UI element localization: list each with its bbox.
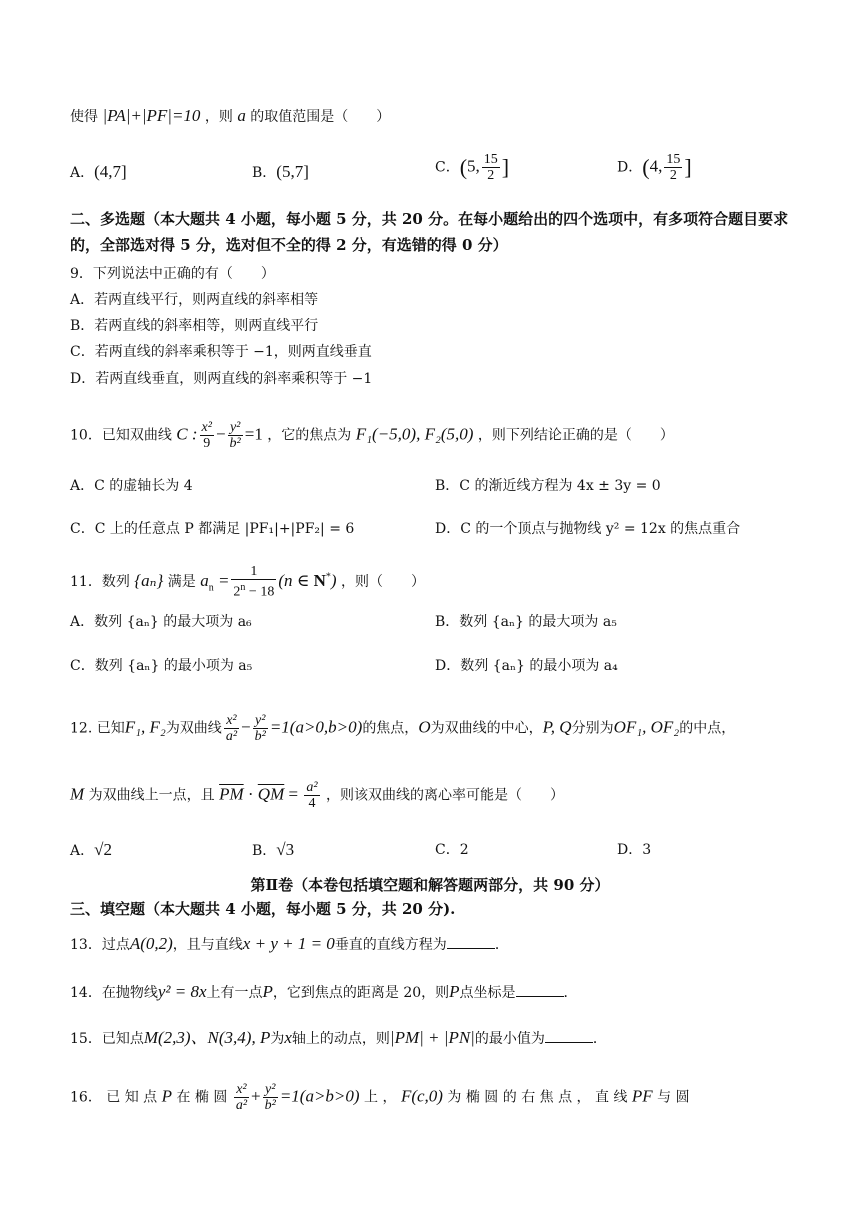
q9-option-a[interactable]: A．若两直线平行，则两直线的斜率相等 bbox=[70, 292, 319, 308]
option-label: A． bbox=[70, 843, 95, 859]
q10-option-c[interactable] bbox=[70, 519, 354, 539]
q8-suffix2: 的取值范围是（ ） bbox=[250, 109, 391, 125]
fraction: $\frac{15}{2}$ bbox=[666, 152, 681, 183]
q10-curve-c: C : bbox=[176, 424, 198, 444]
q16-cond: =1(a>b>0) bbox=[279, 1086, 360, 1106]
eq: = bbox=[284, 784, 303, 804]
option-label: C． bbox=[70, 658, 95, 674]
dot: · bbox=[243, 784, 258, 804]
option-text: 2 bbox=[459, 842, 469, 858]
q12-f: O bbox=[418, 717, 431, 737]
option-label: C． bbox=[435, 159, 460, 176]
q16-e: 上 ， bbox=[364, 1089, 397, 1106]
option-label: C． bbox=[435, 842, 460, 858]
num: 4, bbox=[649, 156, 663, 176]
q12-c: 为双曲线 bbox=[165, 720, 222, 737]
vector-pm: $\overline{PM}$ bbox=[219, 784, 244, 804]
fraction: $\frac{\text{x²}}{\text{a²}}$ bbox=[225, 713, 238, 744]
q16-f: F(c,0) bbox=[400, 1086, 443, 1106]
option-label: D． bbox=[617, 842, 643, 858]
option-text: C 的虚轴长为 4 bbox=[94, 478, 193, 494]
fraction: $\frac{15}{2}$ bbox=[483, 152, 498, 183]
q12-option-b[interactable] bbox=[252, 840, 294, 861]
option-text: C 的一个顶点与抛物线 y² = 12x 的焦点重合 bbox=[460, 521, 741, 537]
q10-option-b[interactable] bbox=[435, 476, 661, 496]
q9-option-d[interactable]: D．若两直线垂直，则两直线的斜率乘积等于 −1 bbox=[70, 371, 373, 387]
q16-g: 为 椭 圆 的 右 焦 点 ， 直 线 bbox=[447, 1089, 628, 1106]
q12-line2-d: ，则该双曲线的离心率可能是（ ） bbox=[326, 787, 564, 804]
q11-domain: (n ∈ N*) bbox=[278, 570, 337, 590]
q12-option-c[interactable] bbox=[435, 840, 469, 860]
option-text: 数列 {aₙ} 的最大项为 a₆ bbox=[94, 614, 252, 630]
q14-e: ，它到焦点的距离是 20，则 bbox=[272, 985, 450, 1001]
q8-stem bbox=[70, 106, 390, 127]
q15-d: x bbox=[284, 1028, 292, 1047]
q14-d: P bbox=[262, 982, 273, 1001]
q16 bbox=[70, 1082, 690, 1113]
q9-option-b[interactable]: B．若两直线的斜率相等，则两直线平行 bbox=[70, 318, 319, 334]
plus: + bbox=[251, 1086, 261, 1106]
q12-j: OF₁, OF₂ bbox=[613, 717, 680, 737]
q8-option-a-value: (4,7] bbox=[94, 162, 127, 181]
q11-an: $a_n$ = bbox=[200, 570, 230, 594]
eq: =1 bbox=[244, 424, 263, 444]
q13-f: ． bbox=[494, 937, 509, 953]
q12-m: M bbox=[70, 784, 85, 804]
q15 bbox=[70, 1028, 607, 1049]
q11-seq: {aₙ} bbox=[134, 570, 164, 590]
num: 5, bbox=[467, 156, 480, 176]
q8-var: a bbox=[237, 106, 246, 125]
q14-b: y² = 8x bbox=[157, 982, 207, 1001]
q12-line2 bbox=[70, 780, 564, 811]
q10-option-d[interactable] bbox=[435, 519, 740, 539]
q15-f: |PM| + |PN| bbox=[389, 1028, 475, 1047]
option-text: C 的渐近线方程为 4x ± 3y = 0 bbox=[459, 478, 661, 494]
q10-stem bbox=[70, 420, 674, 451]
q11-option-d[interactable] bbox=[435, 656, 618, 676]
q15-answer-blank[interactable] bbox=[545, 1028, 593, 1043]
q8-option-d[interactable] bbox=[617, 152, 692, 183]
section-3-title: 三、填空题（本大题共 4 小题，每小题 5 分，共 20 分). bbox=[70, 900, 456, 918]
fraction: $\frac{1}{2^n - 18}$ bbox=[233, 564, 275, 600]
option-label: B． bbox=[252, 165, 277, 181]
q11-stem bbox=[70, 564, 425, 600]
q16-i: 与 圆 bbox=[657, 1089, 690, 1106]
q9-stem: 9．下列说法中正确的有（ ） bbox=[70, 266, 275, 282]
minus: − bbox=[241, 717, 251, 737]
option-label: D． bbox=[435, 658, 461, 674]
q12-a: 12. 已知 bbox=[70, 720, 125, 737]
fraction: $\frac{\text{a²}}{4}$ bbox=[306, 780, 318, 811]
q8-option-b-value: (5,7] bbox=[276, 162, 309, 181]
option-label: B． bbox=[252, 843, 277, 859]
q13-b: A(0,2) bbox=[129, 934, 173, 953]
q14-answer-blank[interactable] bbox=[516, 982, 564, 997]
q12-e: 的焦点， bbox=[362, 720, 419, 737]
option-text: 数列 {aₙ} 的最小项为 a₅ bbox=[94, 658, 253, 674]
q14-h: ． bbox=[563, 985, 578, 1001]
option-label: A． bbox=[70, 478, 95, 494]
q15-c: 为 bbox=[270, 1031, 285, 1047]
q8-prefix: 使得 bbox=[70, 109, 98, 125]
q12-line1 bbox=[70, 713, 735, 744]
q15-e: 轴上的动点，则 bbox=[291, 1031, 390, 1047]
q13-a: 13．过点 bbox=[70, 937, 130, 953]
q10-option-a[interactable] bbox=[70, 476, 193, 496]
q12-option-d[interactable] bbox=[617, 840, 651, 860]
q9-option-c[interactable]: C．若两直线的斜率乘积等于 −1，则两直线垂直 bbox=[70, 344, 372, 360]
option-label: D． bbox=[617, 159, 643, 176]
q11-mid: 满是 bbox=[167, 573, 196, 590]
option-label: C． bbox=[70, 521, 95, 537]
fraction: $\frac{\text{x²}}{9}$ bbox=[201, 420, 212, 451]
minus: − bbox=[215, 424, 226, 444]
option-text: 数列 {aₙ} 的最小项为 a₄ bbox=[460, 658, 618, 674]
fraction: $\frac{\text{y²}}{\text{b²}}$ bbox=[254, 713, 266, 744]
part-2-title: 第Ⅱ卷（本卷包括填空题和解答题两部分，共 90 分） bbox=[250, 876, 610, 894]
option-text: √2 bbox=[94, 840, 112, 859]
q11-option-c[interactable] bbox=[70, 656, 252, 676]
q13-e: 垂直的直线方程为 bbox=[334, 937, 447, 953]
q12-i: 分别为 bbox=[571, 720, 614, 737]
paren-open: ( bbox=[642, 154, 650, 180]
option-label: D． bbox=[435, 521, 461, 537]
q11-option-a[interactable] bbox=[70, 612, 252, 632]
option-text: 数列 {aₙ} 的最大项为 a₅ bbox=[459, 614, 617, 630]
q12-cond: =1(a>0,b>0) bbox=[269, 717, 363, 737]
option-label: A． bbox=[70, 614, 95, 630]
q11-option-b[interactable] bbox=[435, 612, 617, 632]
paren-open: ( bbox=[459, 154, 468, 180]
q11-prefix: 11．数列 bbox=[70, 573, 130, 590]
option-label: B． bbox=[435, 478, 460, 494]
q12-k: 的中点， bbox=[679, 720, 736, 737]
bracket-close: ] bbox=[684, 154, 692, 180]
fraction: $\frac{\text{x²}}{\text{a²}}$ bbox=[235, 1082, 248, 1113]
q8-option-a[interactable] bbox=[70, 162, 127, 183]
q10-mid: ，它的焦点为 bbox=[267, 427, 352, 444]
q10-number: 10．已知双曲线 bbox=[70, 427, 172, 444]
q14-g: 点坐标是 bbox=[459, 985, 516, 1001]
q14-a: 14．在抛物线 bbox=[70, 985, 158, 1001]
fraction: $\frac{\text{y²}}{\text{b²}}$ bbox=[264, 1082, 276, 1113]
q14-c: 上有一点 bbox=[206, 985, 263, 1001]
q16-a: 16． 已 知 点 bbox=[70, 1089, 158, 1106]
q15-g: 的最小值为 bbox=[474, 1031, 545, 1047]
q8-suffix: ，则 bbox=[204, 109, 233, 125]
option-text: 3 bbox=[642, 842, 652, 858]
q16-h: PF bbox=[631, 1086, 653, 1106]
q13-d: x + y + 1 = 0 bbox=[242, 934, 335, 953]
option-label: A． bbox=[70, 165, 95, 181]
q12-line2-b: 为双曲线上一点，且 bbox=[88, 787, 215, 804]
option-label: B． bbox=[435, 614, 460, 630]
q14-f: P bbox=[449, 982, 460, 1001]
q14 bbox=[70, 982, 578, 1003]
fraction: $\frac{\text{y²}}{\text{b²}}$ bbox=[229, 420, 241, 451]
q15-h: ． bbox=[592, 1031, 607, 1047]
q16-c: 在 椭 圆 bbox=[176, 1089, 228, 1106]
option-text: √3 bbox=[276, 840, 295, 859]
q12-option-a[interactable] bbox=[70, 840, 112, 861]
bracket-close: ] bbox=[501, 154, 510, 180]
q15-b: M(2,3)、N(3,4), P bbox=[143, 1028, 271, 1047]
section-2-title: 二、多选题（本大题共 4 小题，每小题 5 分，共 20 分。在每小题给出的四个选项中，有多项符合题目要求的，全部选对得 5 分，选对但不全的得 2 分，有选错的得 0 分） bbox=[70, 210, 789, 254]
q10-tail: ，则下列结论正确的是（ ） bbox=[477, 427, 674, 444]
q15-a: 15．已知点 bbox=[70, 1031, 144, 1047]
q11-tail: ，则（ ） bbox=[340, 573, 425, 590]
q8-expr: |PA|+|PF|=10 bbox=[102, 106, 201, 125]
q13 bbox=[70, 934, 509, 955]
q13-c: ，且与直线 bbox=[172, 937, 243, 953]
q8-option-b[interactable] bbox=[252, 162, 309, 183]
q12-h: P, Q bbox=[542, 717, 572, 737]
q8-option-c[interactable] bbox=[435, 152, 509, 183]
option-text: C 上的任意点 P 都满足 |PF₁|+|PF₂| = 6 bbox=[94, 521, 355, 537]
q10-foci: F₁(−5,0), F₂(5,0) bbox=[355, 424, 474, 444]
q12-g: 为双曲线的中心， bbox=[430, 720, 543, 737]
q16-b: P bbox=[161, 1086, 173, 1106]
vector-qm: $\overline{QM}$ bbox=[257, 784, 285, 804]
q13-answer-blank[interactable] bbox=[447, 934, 495, 949]
q12-b: F₁, F₂ bbox=[124, 717, 166, 737]
